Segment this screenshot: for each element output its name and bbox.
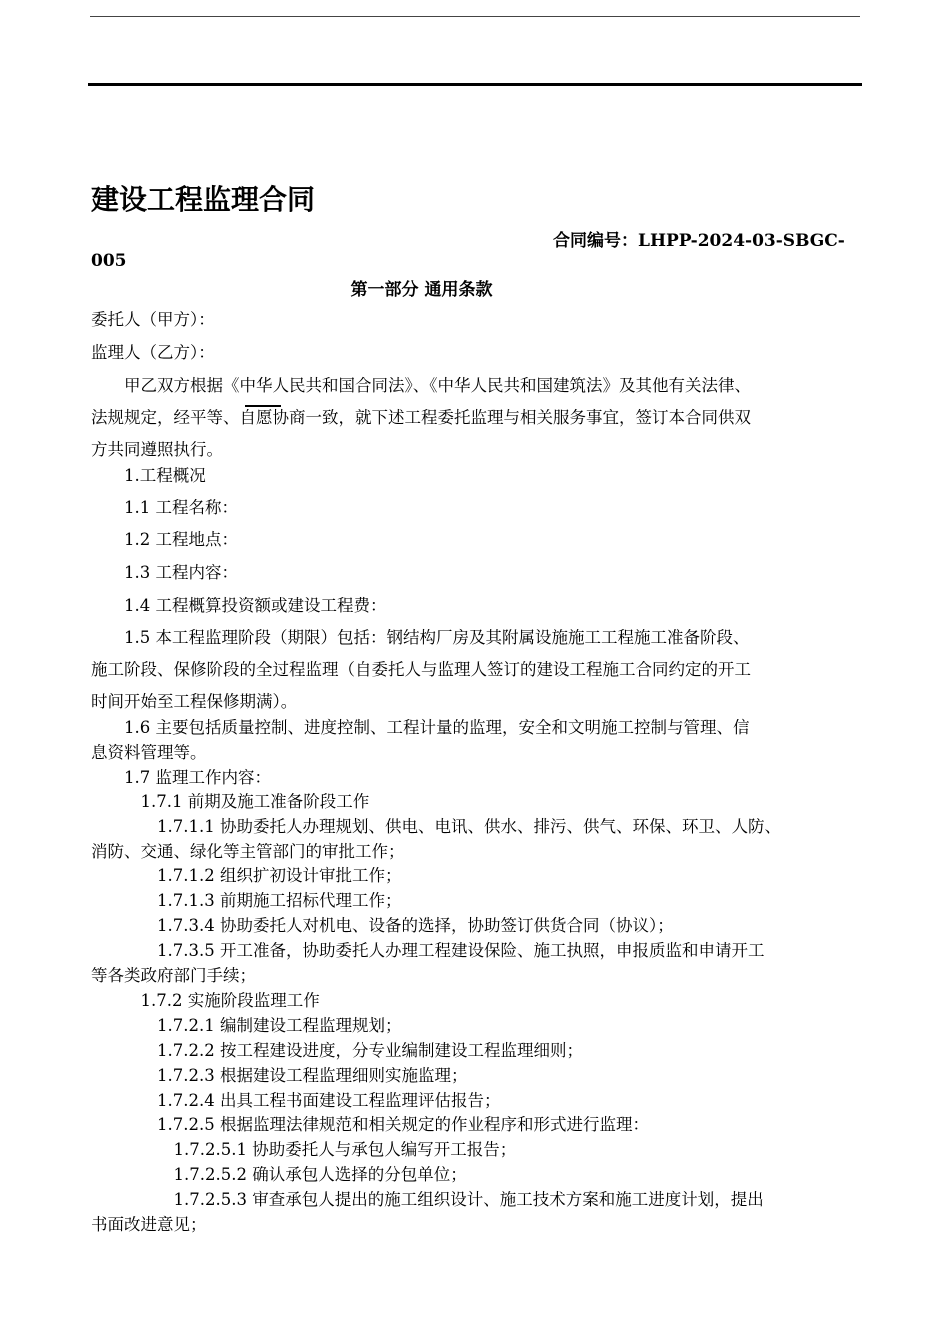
document-title: 建设工程监理合同 (91, 183, 316, 216)
body-line: 法规规定，经平等、自愿协商一致，就下述工程委托监理与相关服务事宜，签订本合同供双 (91, 408, 751, 427)
clause-line: 1.7.1.1 协助委托人办理规划、供电、电讯、供水、排污、供气、环保、环卫、人防、 (91, 817, 781, 836)
clause-line: 施工阶段、保修阶段的全过程监理（自委托人与监理人签订的建设工程施工合同约定的开工 (91, 660, 751, 679)
subsection-heading: 1.7.2 实施阶段监理工作 (91, 991, 320, 1010)
contract-number: 合同编号：LHPP-2024-03-SBGC- (553, 231, 845, 251)
clause-line: 1.1 工程名称： (91, 498, 238, 517)
header-rule-thin (90, 16, 860, 17)
header-rule-thick (88, 83, 862, 86)
clause-line: 1.7.2.5 根据监理法律规范和相关规定的作业程序和形式进行监理： (91, 1115, 649, 1134)
clause-line: 1.7.2.5.1 协助委托人与承包人编写开工报告； (91, 1140, 517, 1159)
clause-line: 时间开始至工程保修期满）。 (91, 692, 298, 711)
clause-line: 1.7.1.3 前期施工招标代理工作； (91, 891, 402, 910)
clause-line: 1.7.2.2 按工程建设进度，分专业编制建设工程监理细则； (91, 1041, 583, 1060)
clause-line: 1.7.3.5 开工准备，协助委托人办理工程建设保险、施工执照，申报质监和申请开工 (91, 941, 765, 960)
clause-line: 1.7.3.4 协助委托人对机电、设备的选择，协助签订供货合同（协议）； (91, 916, 674, 935)
clause-line: 1.7.2.3 根据建设工程监理细则实施监理； (91, 1066, 468, 1085)
body-line: 甲乙双方根据《中华人民共和国合同法》、《中华人民共和国建筑法》及其他有关法律、 (91, 376, 751, 395)
clause-line: 1.7.2.1 编制建设工程监理规划； (91, 1016, 402, 1035)
part-title: 第一部分 通用条款 (350, 280, 493, 300)
body-line: 方共同遵照执行。 (91, 440, 223, 459)
supervisor-line: 监理人（乙方）： (91, 343, 215, 362)
clause-line: 1.3 工程内容： (91, 563, 238, 582)
clause-line: 1.4 工程概算投资额或建设工程费： (91, 596, 387, 615)
client-line: 委托人（甲方）： (91, 310, 215, 329)
clause-line: 1.7.2.5.3 审查承包人提出的施工组织设计、施工技术方案和施工进度计划，提出 (91, 1190, 764, 1209)
clause-line: 消防、交通、绿化等主管部门的审批工作； (91, 842, 405, 861)
clause-line: 1.2 工程地点： (91, 530, 238, 549)
clause-line: 1.5 本工程监理阶段（期限）包括：钢结构厂房及其附属设施施工工程施工准备阶段、 (91, 628, 750, 647)
clause-line: 1.7.1.2 组织扩初设计审批工作； (91, 866, 402, 885)
subsection-heading: 1.7.1 前期及施工准备阶段工作 (91, 792, 370, 811)
clause-line: 书面改进意见； (91, 1215, 207, 1234)
clause-line: 1.7 监理工作内容： (91, 768, 271, 787)
clause-line: 息资料管理等。 (91, 743, 207, 762)
text-underline-mark (245, 405, 281, 407)
section-heading: 1.工程概况 (91, 466, 206, 485)
clause-line: 1.7.2.4 出具工程书面建设工程监理评估报告； (91, 1091, 501, 1110)
clause-line: 1.6 主要包括质量控制、进度控制、工程计量的监理，安全和文明施工控制与管理、信 (91, 718, 750, 737)
clause-line: 等各类政府部门手续； (91, 966, 256, 985)
contract-number-continuation: 005 (91, 251, 127, 271)
clause-line: 1.7.2.5.2 确认承包人选择的分包单位； (91, 1165, 467, 1184)
